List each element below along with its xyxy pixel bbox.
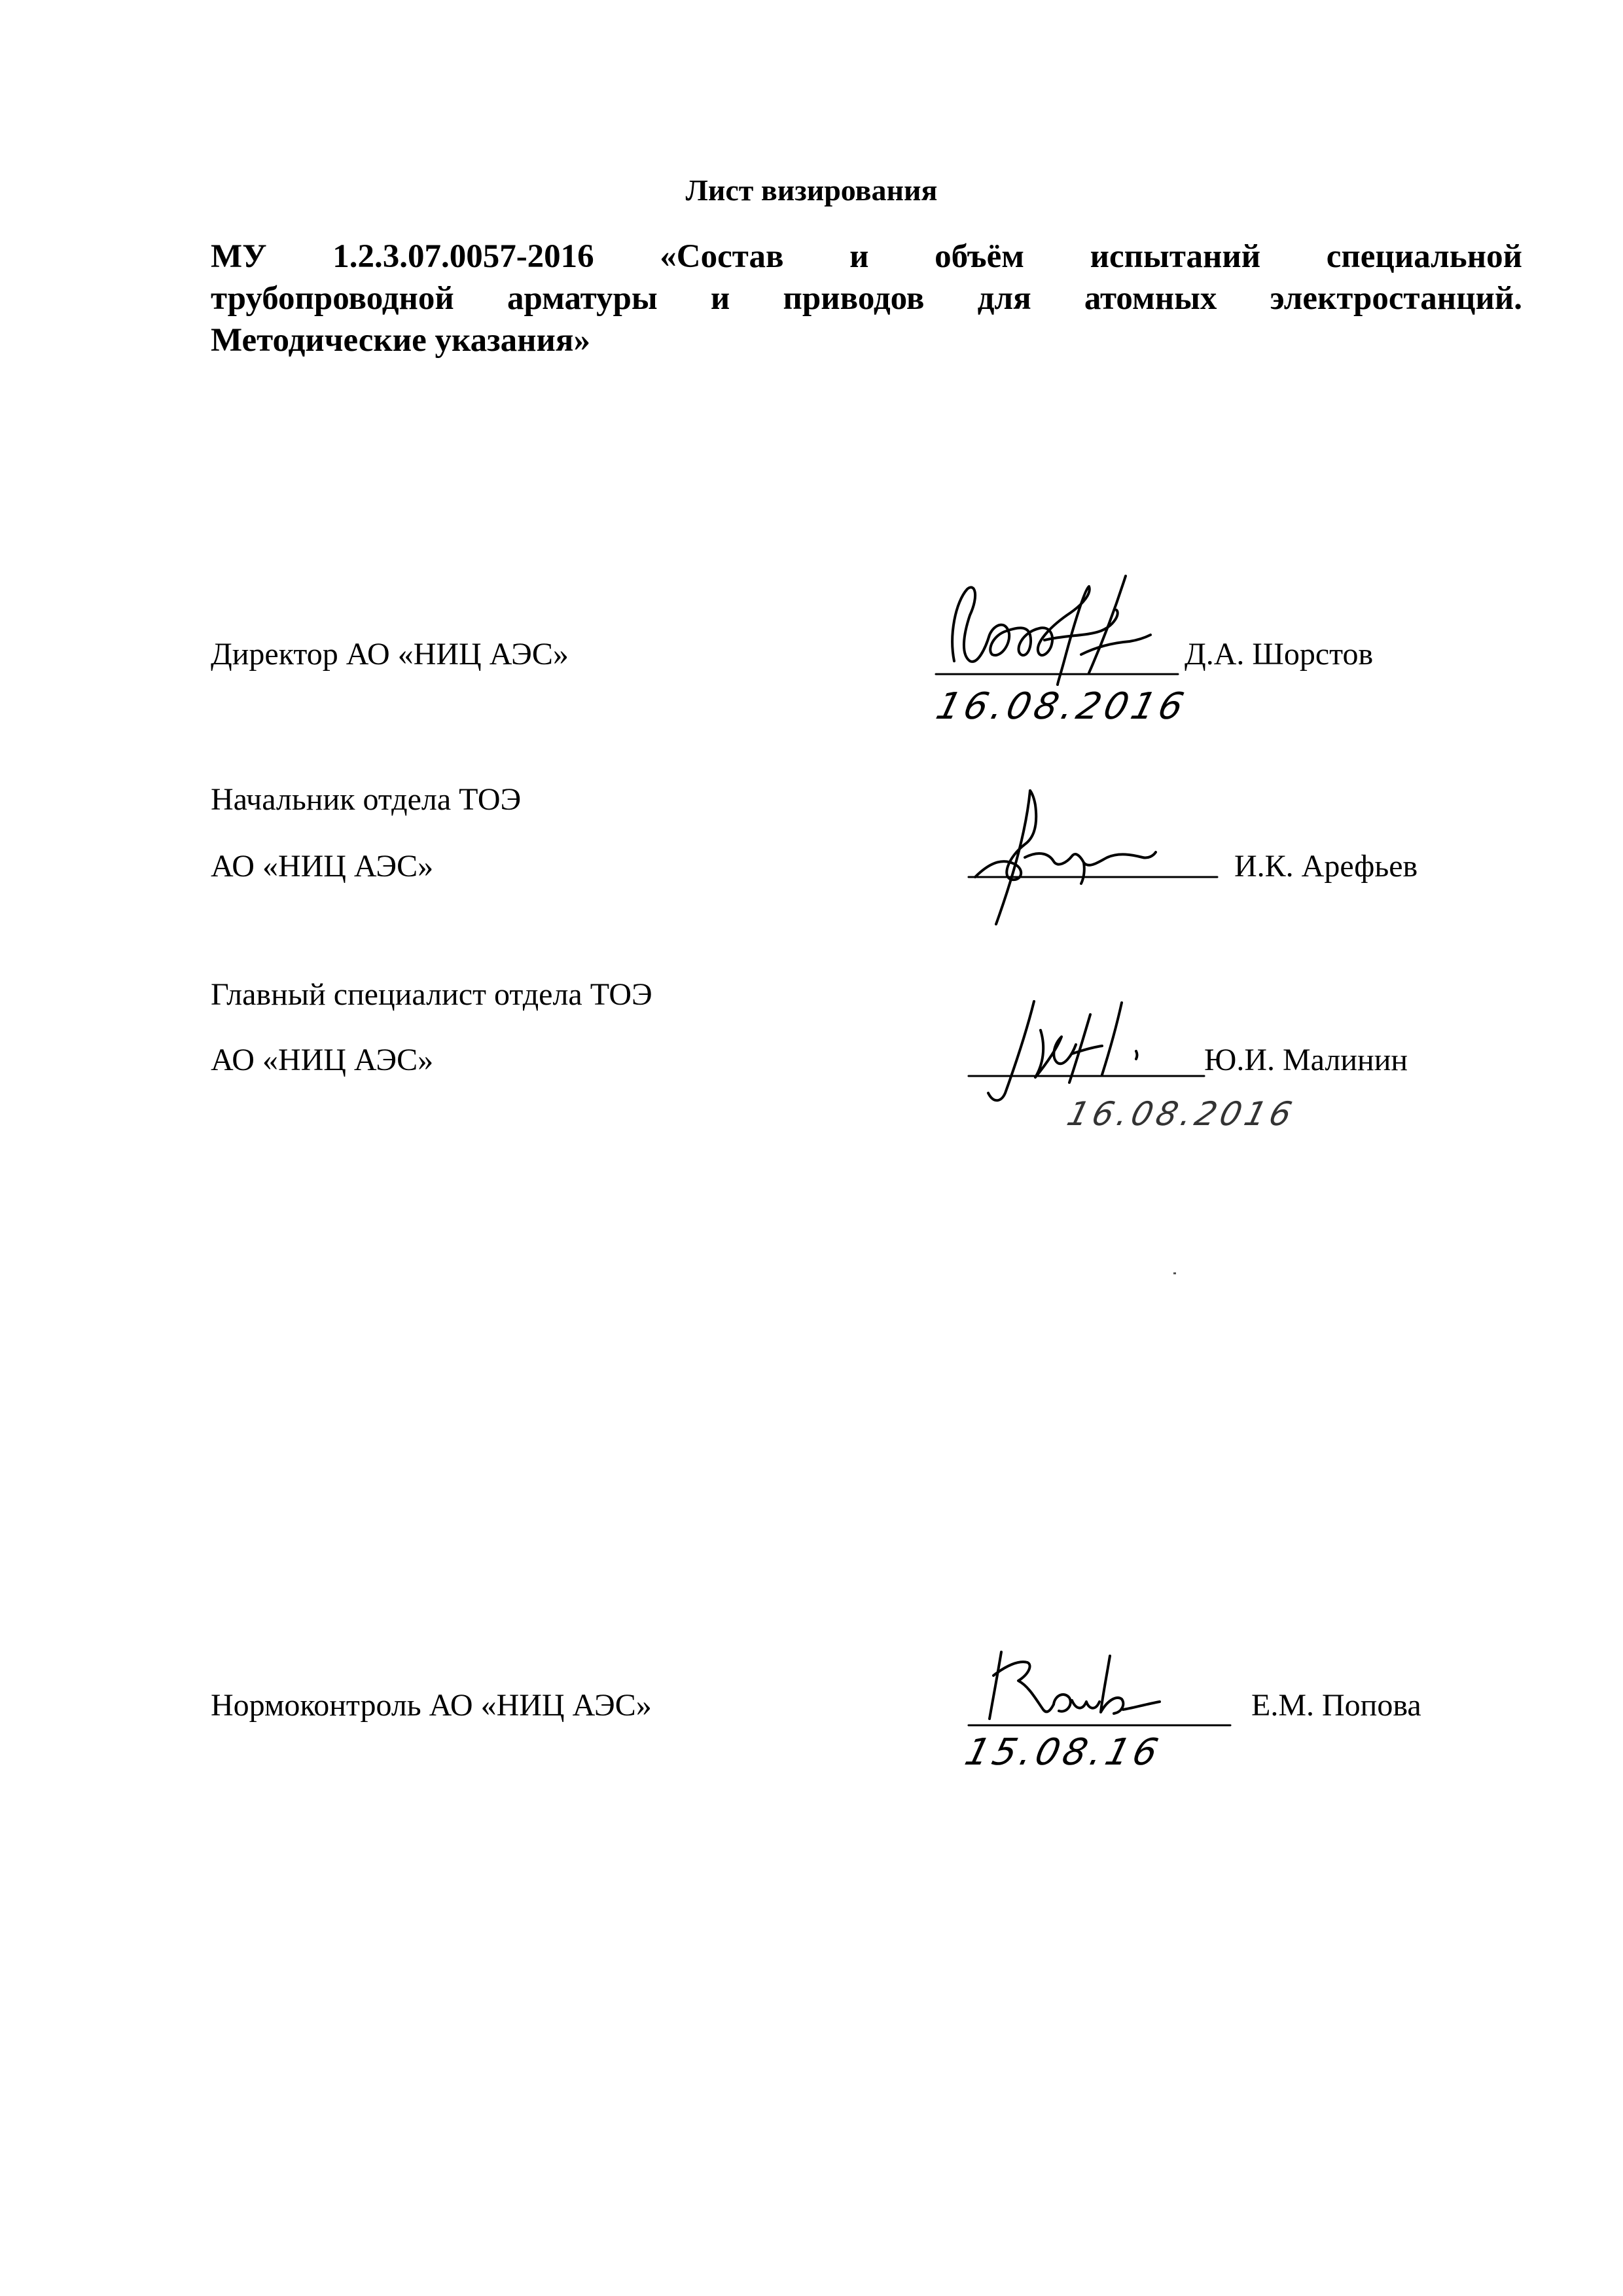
approver-2-signature <box>962 779 1224 929</box>
approver-4-role: Нормоконтроль АО «НИЦ АЭС» <box>211 1688 652 1723</box>
approver-3-date: 16.08.2016 <box>1063 1095 1300 1133</box>
approver-4-date: 15.08.16 <box>961 1731 1166 1774</box>
approver-1-role: Директор АО «НИЦ АЭС» <box>211 637 569 672</box>
approver-4-signature <box>955 1623 1243 1741</box>
approver-2-role-line-1: Начальник отдела ТОЭ <box>211 782 522 817</box>
approver-2-role-line-2: АО «НИЦ АЭС» <box>211 849 434 884</box>
document-title-line-1: МУ 1.2.3.07.0057-2016 «Состав и объём испытаний специальной <box>211 238 1522 275</box>
approver-4-name: Е.М. Попова <box>1251 1688 1421 1723</box>
scan-artifact-dot <box>1173 1272 1176 1274</box>
approver-3-role-line-1: Главный специалист отдела ТОЭ <box>211 977 652 1012</box>
document-title-line-3: Методические указания» <box>211 322 590 359</box>
approver-1-signature <box>929 563 1191 687</box>
document-title <box>211 236 1522 361</box>
page-title: Лист визирования <box>685 173 938 207</box>
approver-1-name: Д.А. Шорстов <box>1185 637 1374 672</box>
approver-3-signature <box>962 982 1211 1113</box>
approver-2-name: И.К. Арефьев <box>1234 849 1418 884</box>
approver-3-role-line-2: АО «НИЦ АЭС» <box>211 1043 434 1077</box>
approver-3-name: Ю.И. Малинин <box>1204 1043 1408 1077</box>
document-title-line-2: трубопроводной арматуры и приводов для атомных электростанций. <box>211 280 1522 317</box>
approver-1-date: 16.08.2016 <box>932 685 1192 728</box>
